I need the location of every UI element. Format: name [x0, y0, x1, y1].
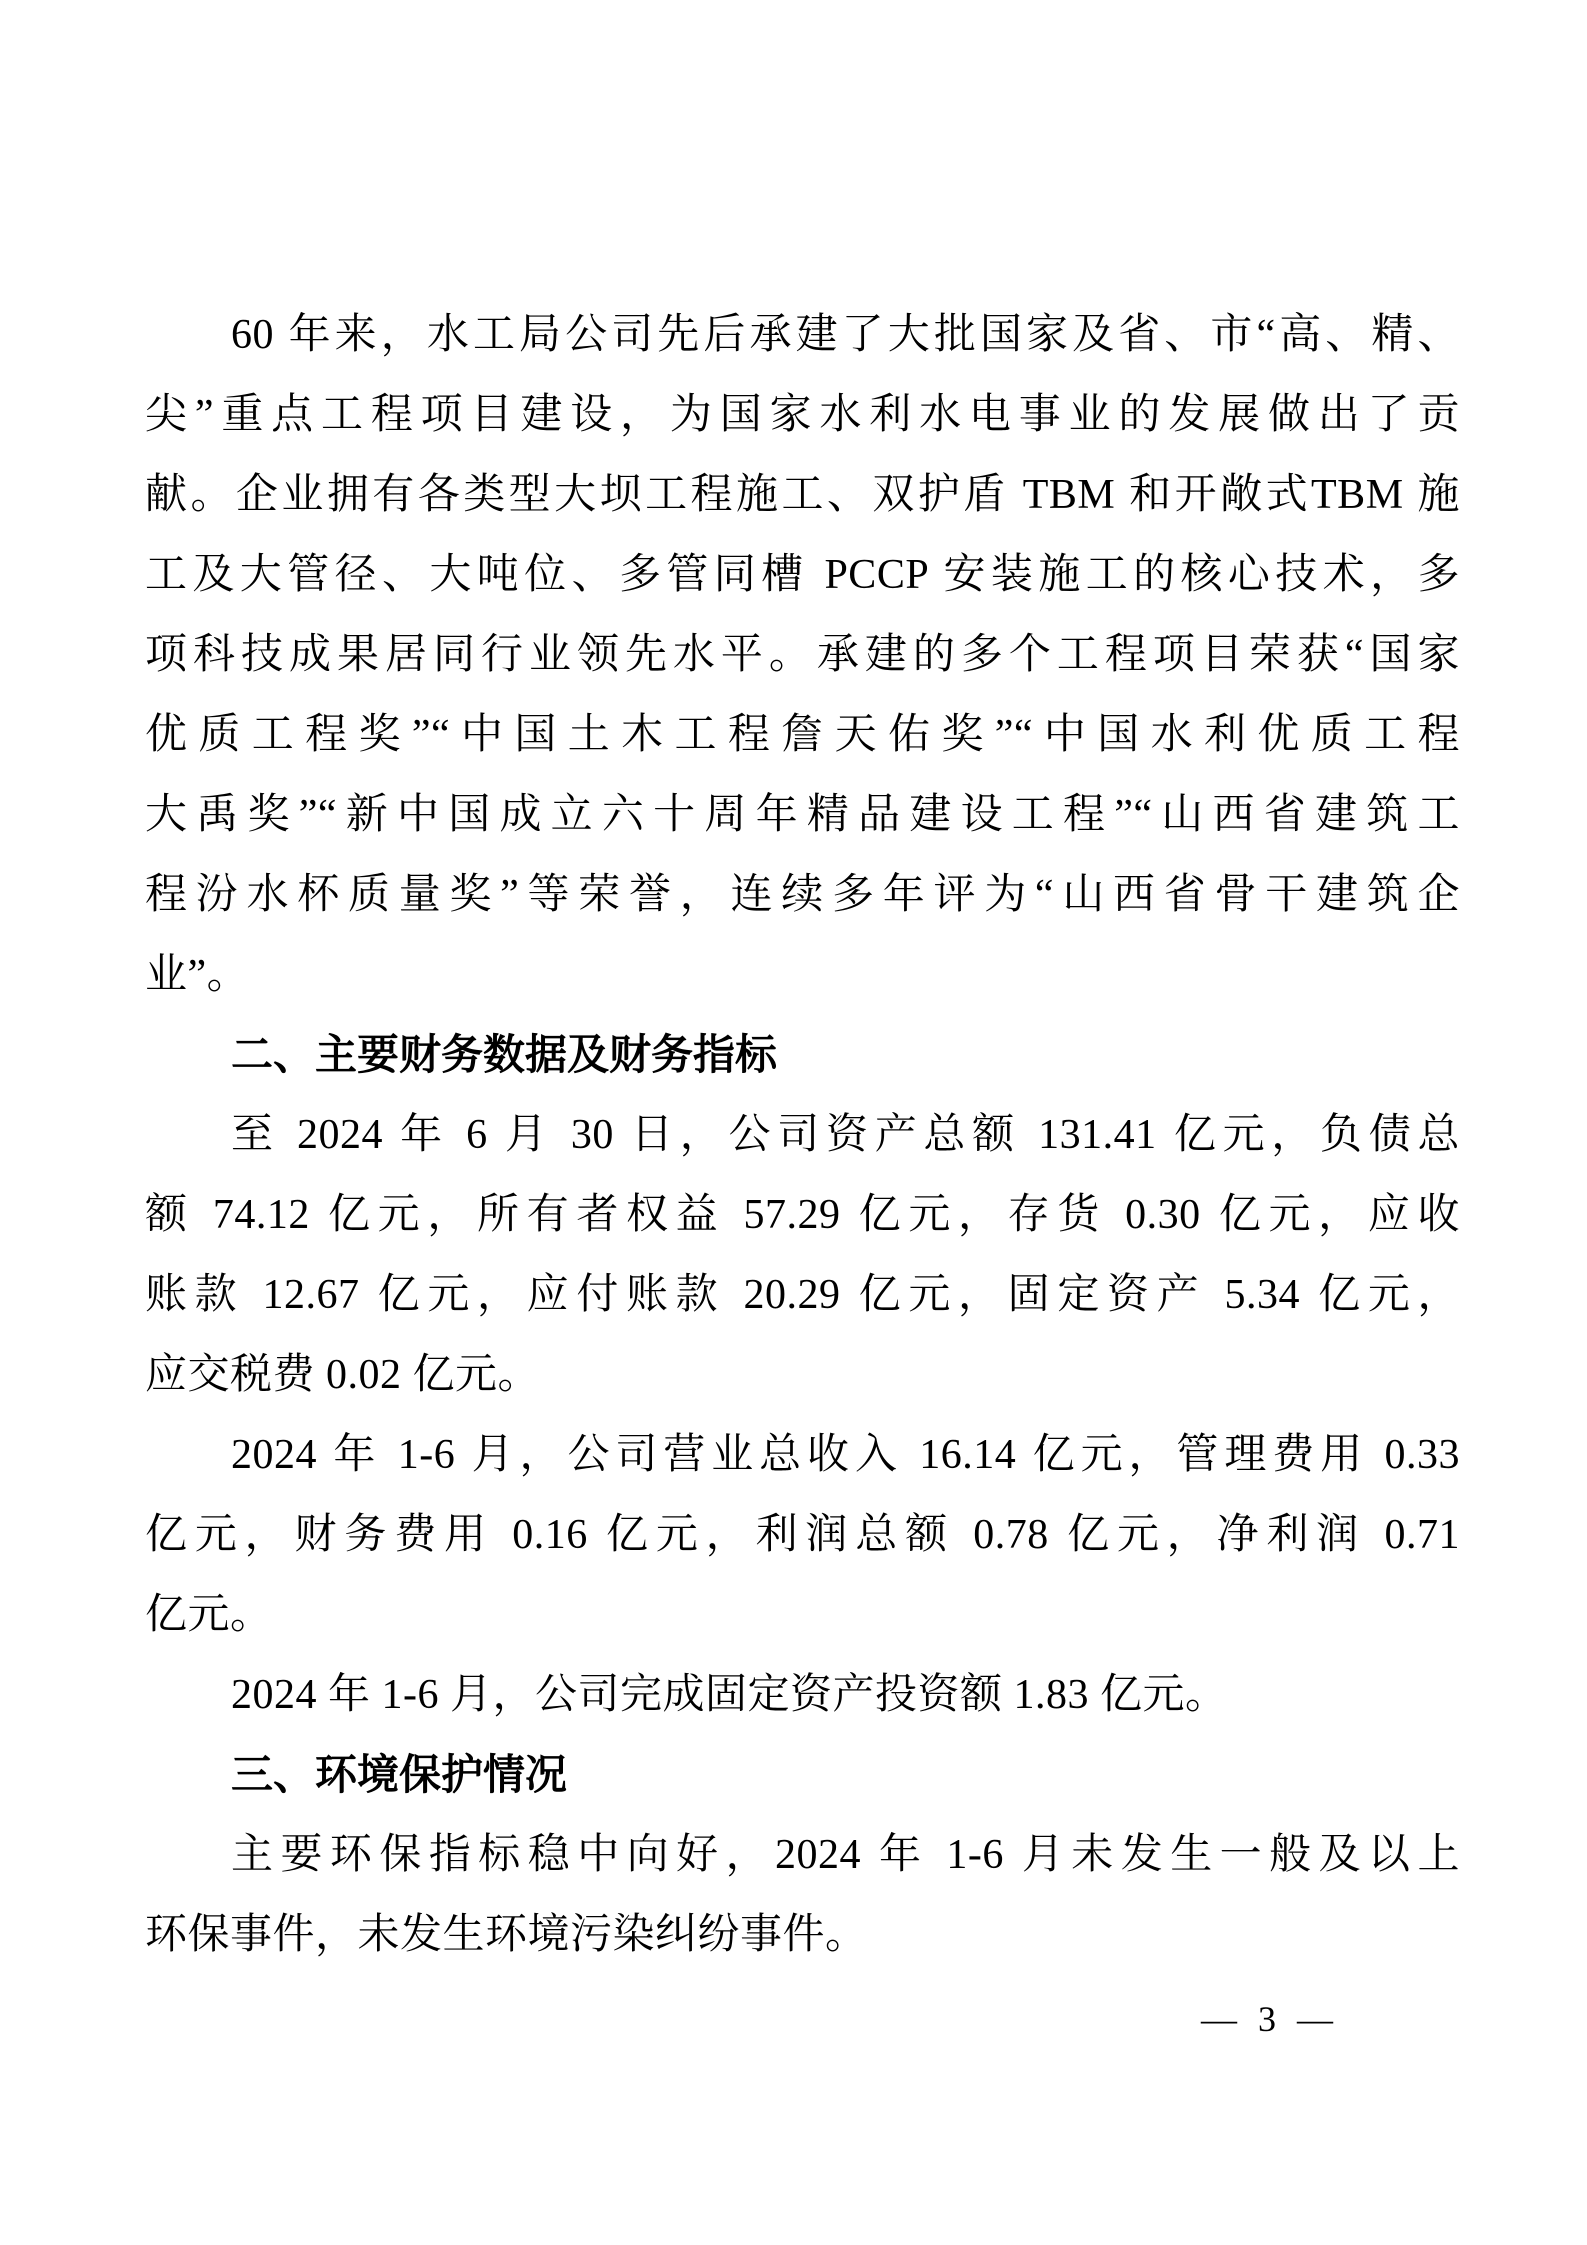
paragraph-line: 2024 年 1-6 月，公司营业总收入 16.14 亿元，管理费用 0.33 — [231, 1432, 1460, 1478]
paragraph-line: 至 2024 年 6 月 30 日，公司资产总额 131.41 亿元，负债总 — [231, 1112, 1460, 1158]
paragraph-line: 主要环保指标稳中向好，2024 年 1-6 月未发生一般及以上 — [231, 1832, 1460, 1878]
paragraph-line: 亿元，财务费用 0.16 亿元，利润总额 0.78 亿元，净利润 0.71 — [145, 1512, 1460, 1558]
page-number: — 3 — — [1201, 1999, 1339, 2039]
paragraph-line: 优质工程奖”“中国土木工程詹天佑奖”“中国水利优质工程 — [145, 712, 1460, 758]
document-body — [145, 295, 1460, 1975]
paragraph-line: 大禹奖”“新中国成立六十周年精品建设工程”“山西省建筑工 — [145, 792, 1460, 838]
paragraph-line: 应交税费 0.02 亿元。 — [145, 1352, 541, 1398]
section-heading-finance: 二、主要财务数据及财务指标 — [231, 1031, 778, 1078]
paragraph-line: 项科技成果居同行业领先水平。承建的多个工程项目荣获“国家 — [145, 632, 1460, 678]
paragraph-line: 亿元。 — [145, 1592, 273, 1638]
paragraph-line: 献。企业拥有各类型大坝工程施工、双护盾 TBM 和开敞式TBM 施 — [145, 472, 1460, 518]
paragraph-line: 60 年来，水工局公司先后承建了大批国家及省、市“高、精、 — [231, 312, 1460, 358]
paragraph-line: 业”。 — [145, 952, 250, 998]
paragraph-line: 尖”重点工程项目建设，为国家水利水电事业的发展做出了贡 — [145, 392, 1460, 438]
paragraph-line: 账款 12.67 亿元，应付账款 20.29 亿元，固定资产 5.34 亿元， — [145, 1272, 1460, 1318]
paragraph-line: 额 74.12 亿元，所有者权益 57.29 亿元，存货 0.30 亿元，应收 — [145, 1192, 1460, 1238]
paragraph-line: 工及大管径、大吨位、多管同槽 PCCP 安装施工的核心技术，多 — [145, 552, 1460, 598]
paragraph-line: 环保事件，未发生环境污染纠纷事件。 — [145, 1912, 868, 1958]
paragraph-line: 2024 年 1-6 月，公司完成固定资产投资额 1.83 亿元。 — [231, 1672, 1228, 1718]
section-heading-environment: 三、环境保护情况 — [231, 1751, 568, 1798]
paragraph-line: 程汾水杯质量奖”等荣誉，连续多年评为“山西省骨干建筑企 — [145, 872, 1460, 918]
